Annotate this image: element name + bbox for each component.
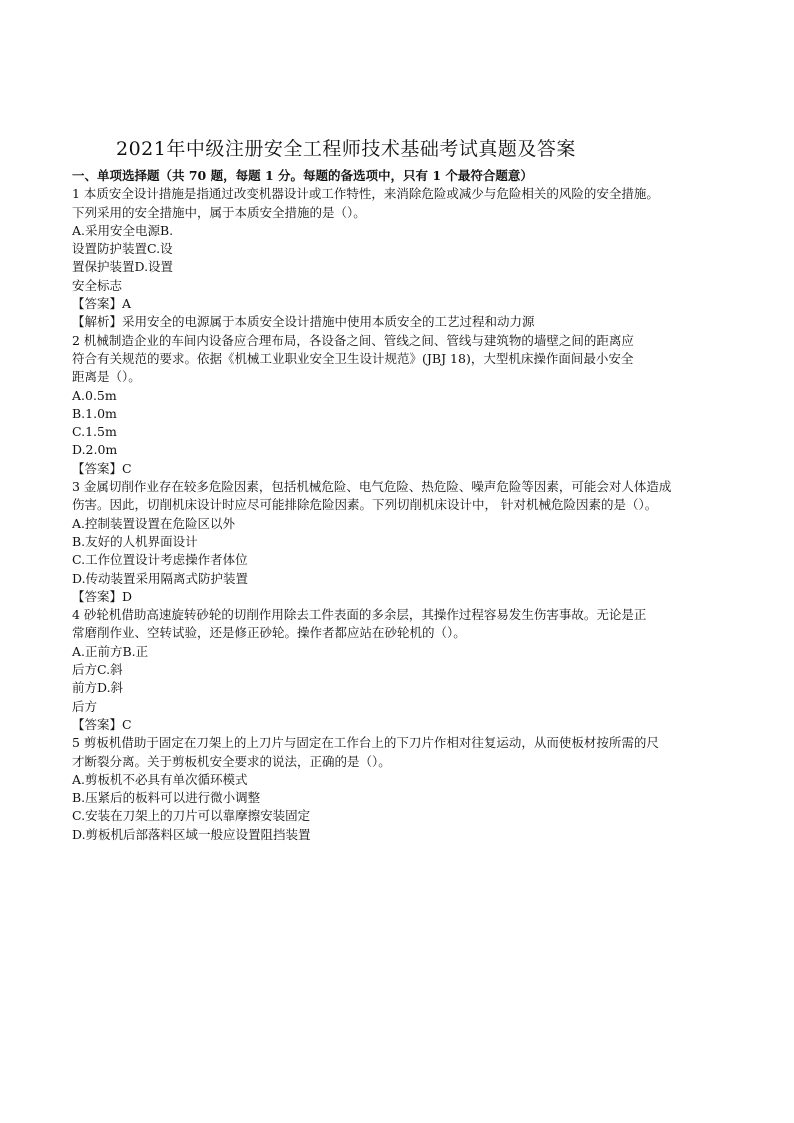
question-text-line: 5 剪板机借助于固定在刀架上的上刀片与固定在工作台上的下刀片作相对往复运动，从而使板材按所需的尺	[72, 735, 659, 751]
question-text-line: 符合有关规范的要求。依据《机械工业职业安全卫生设计规范》(JBJ 18)，大型机床操作面间最小安全	[72, 350, 634, 366]
option-line: D.剪板机后部落料区域一般应设置阻挡装置	[72, 826, 311, 842]
option-line: A.控制装置设置在危险区以外	[72, 515, 236, 531]
answer-line: 【答案】D	[72, 588, 133, 604]
option-line: C.1.5m	[72, 424, 117, 440]
option-line: B.友好的人机界面设计	[72, 533, 198, 549]
question-text-line: 伤害。因此，切削机床设计时应尽可能排除危险因素。下列切削机床设计中， 针对机械危险因素的是（）。	[72, 497, 658, 513]
option-line: C.安装在刀架上的刀片可以靠摩擦安装固定	[72, 808, 311, 824]
option-line: 前方D.斜	[72, 680, 124, 696]
option-line: C.工作位置设计考虑操作者体位	[72, 552, 248, 568]
option-line: A.采用安全电源B.	[72, 222, 174, 238]
answer-line: 【答案】A	[72, 296, 132, 312]
option-line: B.压紧后的板料可以进行微小调整	[72, 790, 261, 806]
option-line: A.正前方B.正	[72, 643, 149, 659]
option-line: 设置防护装置C.设	[72, 241, 173, 257]
option-line: 置保护装置D.设置	[72, 259, 174, 275]
option-line: A.剪板机不必具有单次循环模式	[72, 771, 248, 787]
question-text-line: 【解析】采用安全的电源属于本质安全设计措施中使用本质安全的工艺过程和动力源	[72, 314, 535, 330]
option-line: 安全标志	[72, 277, 123, 293]
section-heading: 一、单项选择题（共 70 题，每题 1 分。每题的备选项中，只有 1 个最符合题意）	[72, 168, 533, 183]
question-text-line: 2 机械制造企业的车间内设备应合理布局，各设备之间、管线之间、管线与建筑物的墙壁之间的距离应	[72, 332, 634, 348]
question-text-line: 1 本质安全设计措施是指通过改变机器设计或工作特性，来消除危险或减少与危险相关的风险的安全措施。	[72, 186, 659, 202]
option-line: B.1.0m	[72, 405, 117, 421]
question-text-line: 距离是（）。	[72, 369, 141, 385]
option-line: A.0.5m	[72, 387, 117, 403]
option-line: 后方C.斜	[72, 662, 123, 678]
question-text-line: 下列采用的安全措施中，属于本质安全措施的是（）。	[72, 204, 366, 220]
document-body	[72, 167, 732, 844]
question-text-line: 常磨削作业、空转试验，还是修正砂轮。操作者都应站在砂轮机的（）。	[72, 625, 466, 641]
answer-line: 【答案】C	[72, 716, 132, 732]
question-text-line: 3 金属切削作业存在较多危险因素，包括机械危险、电气危险、热危险、噪声危险等因素，可能会对人体造成	[72, 479, 672, 495]
option-line: 后方	[72, 698, 98, 714]
option-line: D.2.0m	[72, 442, 118, 458]
option-line: D.传动装置采用隔离式防护装置	[72, 570, 249, 586]
document-title: 2021年中级注册安全工程师技术基础考试真题及答案	[116, 138, 576, 160]
question-text-line: 才断裂分离。关于剪板机安全要求的说法，正确的是（）。	[72, 753, 391, 769]
question-text-line: 4 砂轮机借助高速旋转砂轮的切削作用除去工件表面的多余层，其操作过程容易发生伤害事故。无论是正	[72, 607, 647, 623]
answer-line: 【答案】C	[72, 460, 132, 476]
